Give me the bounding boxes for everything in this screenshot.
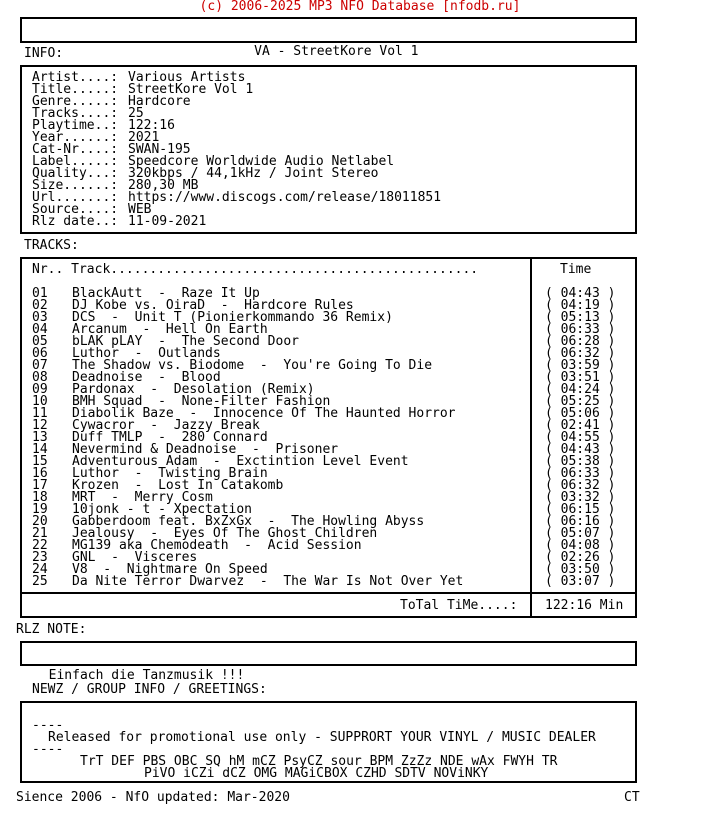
track-time: ( 06:16 ) (545, 514, 616, 529)
track-number: 20 (32, 514, 48, 529)
track-title: Jealousy - Eyes Of The Ghost Children (72, 526, 378, 541)
track-time: ( 05:07 ) (545, 526, 616, 541)
info-key: Quality...: (32, 166, 119, 181)
track-number: 09 (32, 382, 48, 397)
track-time: ( 03:07 ) (545, 574, 616, 589)
greetings-label: NEWZ / GROUP INFO / GREETINGS: (32, 682, 267, 697)
track-time: ( 06:32 ) (545, 346, 616, 361)
track-number: 23 (32, 550, 48, 565)
track-title: Arcanum - Hell On Earth (72, 322, 268, 337)
tracks-header: Nr.. Track............................................... (32, 262, 479, 277)
release-title: VA - StreetKore Vol 1 (254, 44, 419, 59)
track-title: MRT - Merry Cosm (72, 490, 213, 505)
track-time: ( 03:51 ) (545, 370, 616, 385)
track-number: 17 (32, 478, 48, 493)
track-title: BMH Squad - None-Filter Fashion (72, 394, 331, 409)
rlz-note-label: RLZ NOTE: (16, 622, 87, 637)
track-number: 02 (32, 298, 48, 313)
track-title: DJ Kobe vs. OiraD - Hardcore Rules (72, 298, 354, 313)
track-time: ( 04:43 ) (545, 442, 616, 457)
info-key: Genre.....: (32, 94, 119, 109)
track-number: 19 (32, 502, 48, 517)
info-key: Playtime..: (32, 118, 119, 133)
track-time: ( 05:13 ) (545, 310, 616, 325)
track-title: Duff TMLP - 280 Connard (72, 430, 268, 445)
info-key: Source....: (32, 202, 119, 217)
track-time: ( 04:08 ) (545, 538, 616, 553)
info-value: 122:16 (128, 118, 175, 133)
track-title: MG139 aka Chemodeath - Acid Session (72, 538, 362, 553)
greetings-groups-line1: TrT DEF PBS OBC SQ hM mCZ PsyCZ sour BPM ZzZz NDE wAx FWYH TR (80, 754, 558, 769)
track-time: ( 02:41 ) (545, 418, 616, 433)
track-number: 18 (32, 490, 48, 505)
info-key: Artist....: (32, 70, 119, 85)
info-key: Label.....: (32, 154, 119, 169)
info-value: 11-09-2021 (128, 214, 207, 229)
info-value: 280,30 MB (128, 178, 199, 193)
track-title: V8 - Nightmare On Speed (72, 562, 268, 577)
rlz-note-text: Einfach die Tanzmusik !!! (48, 668, 245, 683)
greetings-dash-bottom: ---- (32, 742, 64, 757)
track-number: 25 (32, 574, 48, 589)
info-value: Various Artists (128, 70, 246, 85)
track-number: 01 (32, 286, 48, 301)
info-key: Url.......: (32, 190, 119, 205)
track-title: DCS - Unit T (Pionierkommando 36 Remix) (72, 310, 393, 325)
track-number: 04 (32, 322, 48, 337)
track-title: Deadnoise - Blood (72, 370, 221, 385)
info-key: Rlz date..: (32, 214, 119, 229)
total-time-value: 122:16 Min (545, 598, 624, 613)
rlz-note-box (20, 641, 637, 683)
info-value: WEB (128, 202, 152, 217)
track-title: Gabberdoom feat. BxZxGx - The Howling Abyss (72, 514, 425, 529)
info-value: Speedcore Worldwide Audio Netlabel (128, 154, 395, 169)
track-number: 14 (32, 442, 48, 457)
track-number: 03 (32, 310, 48, 325)
tracks-label: TRACKS: (24, 238, 79, 253)
greetings-dash-top: ---- (32, 718, 64, 733)
track-title: Diabolik Baze - Innocence Of The Haunted Horror (72, 406, 456, 421)
track-number: 12 (32, 418, 48, 433)
track-title: Pardonax - Desolation (Remix) (72, 382, 315, 397)
track-time: ( 05:38 ) (545, 454, 616, 469)
total-time-label: ToTal TiMe....: (400, 598, 518, 613)
track-time: ( 06:33 ) (545, 322, 616, 337)
track-title: BlackAutt - Raze It Up (72, 286, 260, 301)
info-label: INFO: (24, 46, 64, 61)
track-title: Da Nite Terror Dwarvez - The War Is Not Over Yet (72, 574, 464, 589)
track-number: 22 (32, 538, 48, 553)
track-time: ( 04:24 ) (545, 382, 616, 397)
track-number: 06 (32, 346, 48, 361)
footer-right: CT (624, 790, 640, 805)
track-time: ( 03:59 ) (545, 358, 616, 373)
info-value: https://www.discogs.com/release/18011851 (128, 190, 442, 205)
info-key: Year......: (32, 130, 119, 145)
track-number: 11 (32, 406, 48, 421)
info-value: StreetKore Vol 1 (128, 82, 254, 97)
track-number: 16 (32, 466, 48, 481)
track-number: 05 (32, 334, 48, 349)
track-time: ( 06:15 ) (545, 502, 616, 517)
info-value: 2021 (128, 130, 160, 145)
info-key: Tracks....: (32, 106, 119, 121)
track-time: ( 02:26 ) (545, 550, 616, 565)
track-title: Adventurous Adam - Exctintion Level Event (72, 454, 409, 469)
track-time: ( 06:32 ) (545, 478, 616, 493)
promo-text: Released for promotional use only - SUPPRORT YOUR VINYL / MUSIC DEALER (48, 730, 596, 745)
track-title: Luthor - Outlands (72, 346, 221, 361)
info-key: Cat-Nr....: (32, 142, 119, 157)
nfodb-banner: (c) 2006-2025 MP3 NFO Database [nfodb.ru] (199, 0, 521, 14)
track-title: bLAK pLAY - The Second Door (72, 334, 299, 349)
track-number: 24 (32, 562, 48, 577)
track-title: Luthor - Twisting Brain (72, 466, 268, 481)
tracks-total-divider (20, 592, 637, 594)
track-time: ( 03:32 ) (545, 490, 616, 505)
track-title: GNL - Visceres (72, 550, 198, 565)
track-title: Krozen - Lost In Catakomb (72, 478, 284, 493)
track-time: ( 06:28 ) (545, 334, 616, 349)
track-number: 08 (32, 370, 48, 385)
info-value: 25 (128, 106, 144, 121)
track-time: ( 05:25 ) (545, 394, 616, 409)
track-number: 21 (32, 526, 48, 541)
track-time: ( 04:43 ) (545, 286, 616, 301)
info-key: Title.....: (32, 82, 119, 97)
track-time: ( 04:55 ) (545, 430, 616, 445)
track-title: Nevermind & Deadnoise - Prisoner (72, 442, 339, 457)
track-time: ( 06:33 ) (545, 466, 616, 481)
track-title: The Shadow vs. Biodome - You're Going To Die (72, 358, 433, 373)
track-number: 13 (32, 430, 48, 445)
track-title: Cywacror - Jazzy Break (72, 418, 260, 433)
info-value: SWAN-195 (128, 142, 191, 157)
track-title: 10jonk - t - Xpectation (72, 502, 253, 517)
track-number: 07 (32, 358, 48, 373)
greetings-groups-line2: PiVO iCZi dCZ OMG MAGiCBOX CZHD SDTV NOViNKY (144, 766, 489, 781)
track-time: ( 05:06 ) (545, 406, 616, 421)
footer-left: Sience 2006 - NfO updated: Mar-2020 (16, 790, 290, 805)
info-value: Hardcore (128, 94, 191, 109)
tracks-column-divider (530, 257, 532, 618)
info-value: 320kbps / 44,1kHz / Joint Stereo (128, 166, 379, 181)
track-time: ( 04:19 ) (545, 298, 616, 313)
info-key: Size......: (32, 178, 119, 193)
track-number: 15 (32, 454, 48, 469)
time-header: Time (560, 262, 592, 277)
track-time: ( 03:50 ) (545, 562, 616, 577)
track-number: 10 (32, 394, 48, 409)
